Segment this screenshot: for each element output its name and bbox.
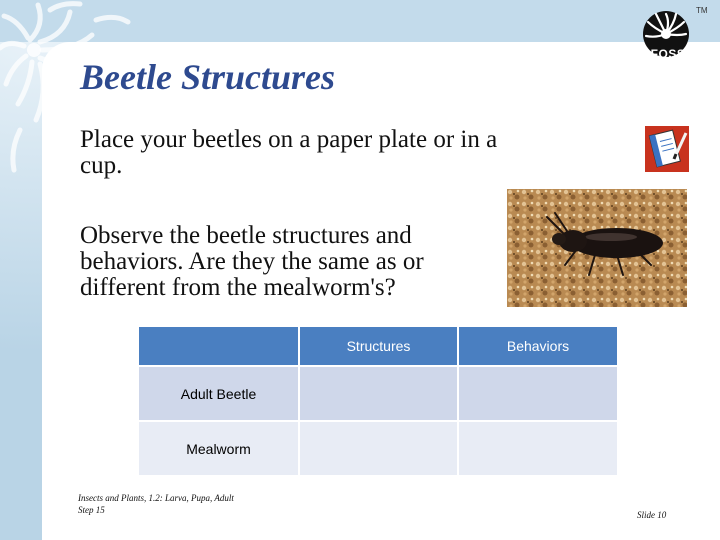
header-cell-blank bbox=[138, 326, 299, 366]
header-cell-behaviors: Behaviors bbox=[458, 326, 618, 366]
footer-course: Insects and Plants, 1.2: Larva, Pupa, Adult bbox=[78, 493, 234, 503]
cell-mealworm-behaviors[interactable] bbox=[458, 421, 618, 476]
cell-adult-beetle-structures[interactable] bbox=[299, 366, 458, 421]
table-row bbox=[138, 366, 618, 421]
slide-title: Beetle Structures bbox=[80, 57, 336, 97]
science-notebook-icon[interactable] bbox=[644, 125, 690, 173]
row-label-adult-beetle: Adult Beetle bbox=[138, 366, 299, 421]
trademark-mark: TM bbox=[696, 6, 708, 15]
foss-logo-text: FOSS bbox=[650, 47, 686, 61]
observation-question: Observe the beetle structures and behaviors. Are they the same as or different from the mealworm's? bbox=[80, 222, 424, 301]
footer-step: Step 15 bbox=[78, 505, 105, 515]
row-label-mealworm: Mealworm bbox=[138, 421, 299, 476]
table-row bbox=[138, 421, 618, 476]
footer-citation bbox=[78, 492, 298, 516]
header-cell-structures: Structures bbox=[299, 326, 458, 366]
observation-table bbox=[137, 325, 619, 477]
slide-number: Slide 10 bbox=[637, 510, 667, 520]
beetle-photo bbox=[507, 189, 687, 307]
table-header-row bbox=[138, 326, 618, 366]
cell-mealworm-structures[interactable] bbox=[299, 421, 458, 476]
cell-adult-beetle-behaviors[interactable] bbox=[458, 366, 618, 421]
instruction-text: Place your beetles on a paper plate or in a cup. bbox=[80, 126, 498, 179]
